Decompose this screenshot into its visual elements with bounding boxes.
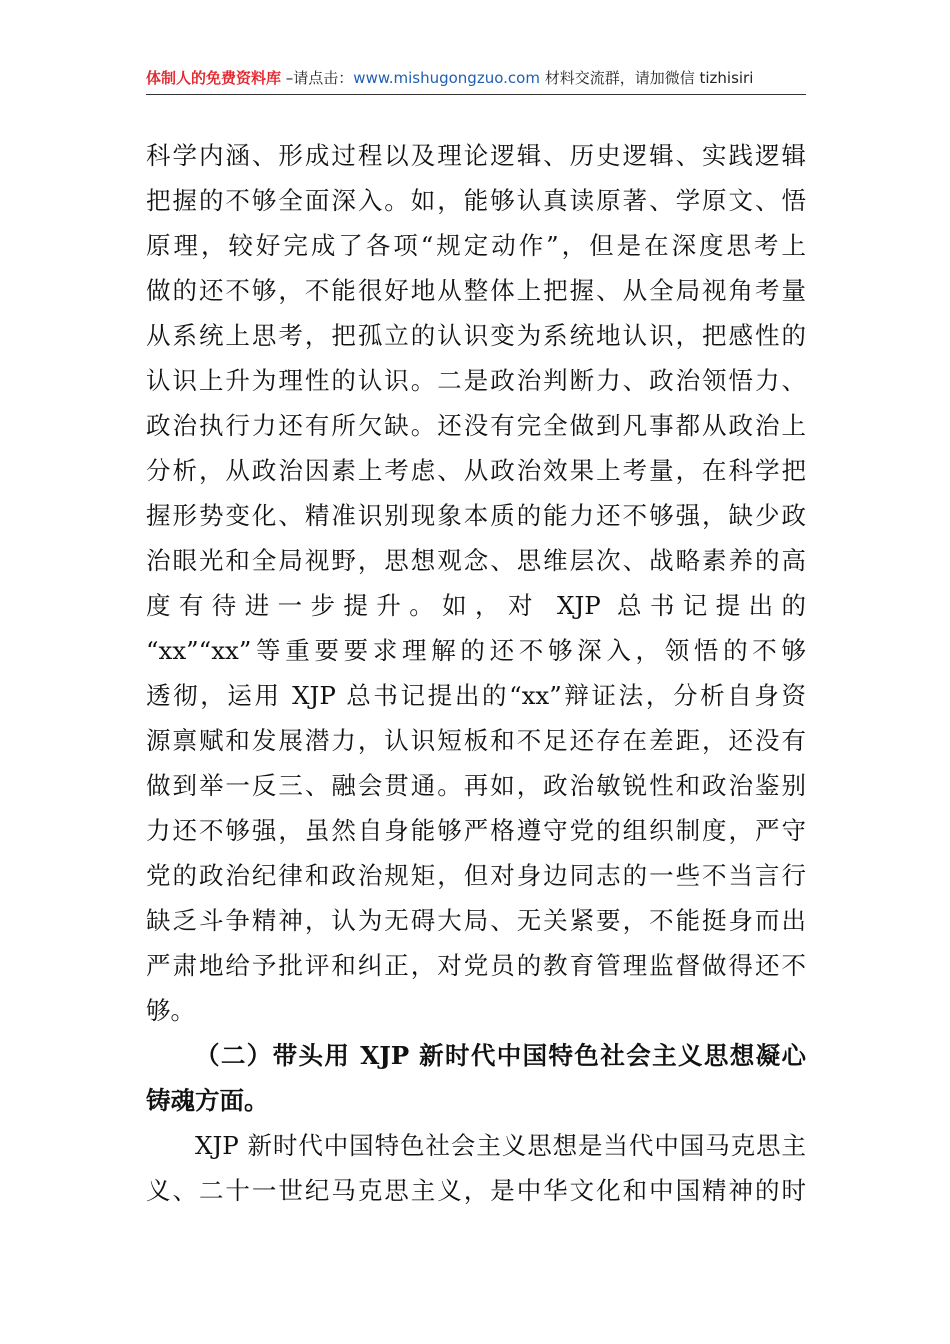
section-heading-continued: 铸魂方面。	[146, 1086, 269, 1115]
body-line: 够。	[146, 996, 195, 1025]
body-line: 度有待进一步提升。如，对 XJP 总书记提出的	[146, 591, 806, 620]
body-line: 透彻，运用 XJP 总书记提出的“xx”辩证法，分析自身资	[146, 681, 806, 710]
body-line: 从系统上思考，把孤立的认识变为系统地认识，把感性的	[146, 321, 806, 350]
paragraph-line: XJP 新时代中国特色社会主义思想是当代中国马克思主	[195, 1131, 806, 1160]
header-website-link[interactable]: www.mishugongzuo.com	[353, 69, 540, 87]
body-line: 握形势变化、精准识别现象本质的能力还不够强，缺少政	[146, 501, 806, 530]
body-line: 力还不够强，虽然自身能够严格遵守党的组织制度，严守	[146, 816, 806, 845]
section-heading: （二）带头用 XJP 新时代中国特色社会主义思想凝心	[195, 1041, 806, 1070]
body-line: 缺乏斗争精神，认为无碍大局、无关紧要，不能挺身而出	[146, 906, 806, 935]
header-wechat-note: 材料交流群，请加微信 tizhisiri	[539, 69, 754, 87]
body-line: 分析，从政治因素上考虑、从政治效果上考量，在科学把	[146, 456, 806, 485]
body-line: 认识上升为理性的认识。二是政治判断力、政治领悟力、	[146, 366, 806, 395]
body-line: 把握的不够全面深入。如，能够认真读原著、学原文、悟	[146, 186, 806, 215]
paragraph-line: 义、二十一世纪马克思主义，是中华文化和中国精神的时	[146, 1176, 806, 1205]
page-header-banner	[146, 66, 806, 95]
body-line: 科学内涵、形成过程以及理论逻辑、历史逻辑、实践逻辑	[146, 141, 806, 170]
document-body	[146, 133, 806, 1213]
body-line: 做的还不够，不能很好地从整体上把握、从全局视角考量	[146, 276, 806, 305]
body-line: 治眼光和全局视野，思想观念、思维层次、战略素养的高	[146, 546, 806, 575]
body-line: 原理，较好完成了各项“规定动作”，但是在深度思考上	[146, 231, 806, 260]
header-brand: 体制人的免费资料库	[146, 69, 282, 87]
header-prompt: –请点击：	[281, 69, 354, 87]
body-line: 严肃地给予批评和纠正，对党员的教育管理监督做得还不	[146, 951, 806, 980]
body-line: 党的政治纪律和政治规矩，但对身边同志的一些不当言行	[146, 861, 806, 890]
body-line: “xx”“xx”等重要要求理解的还不够深入，领悟的不够	[146, 636, 806, 665]
body-line: 做到举一反三、融会贯通。再如，政治敏锐性和政治鉴别	[146, 771, 806, 800]
body-line: 政治执行力还有所欠缺。还没有完全做到凡事都从政治上	[146, 411, 806, 440]
body-line: 源禀赋和发展潜力，认识短板和不足还存在差距，还没有	[146, 726, 806, 755]
